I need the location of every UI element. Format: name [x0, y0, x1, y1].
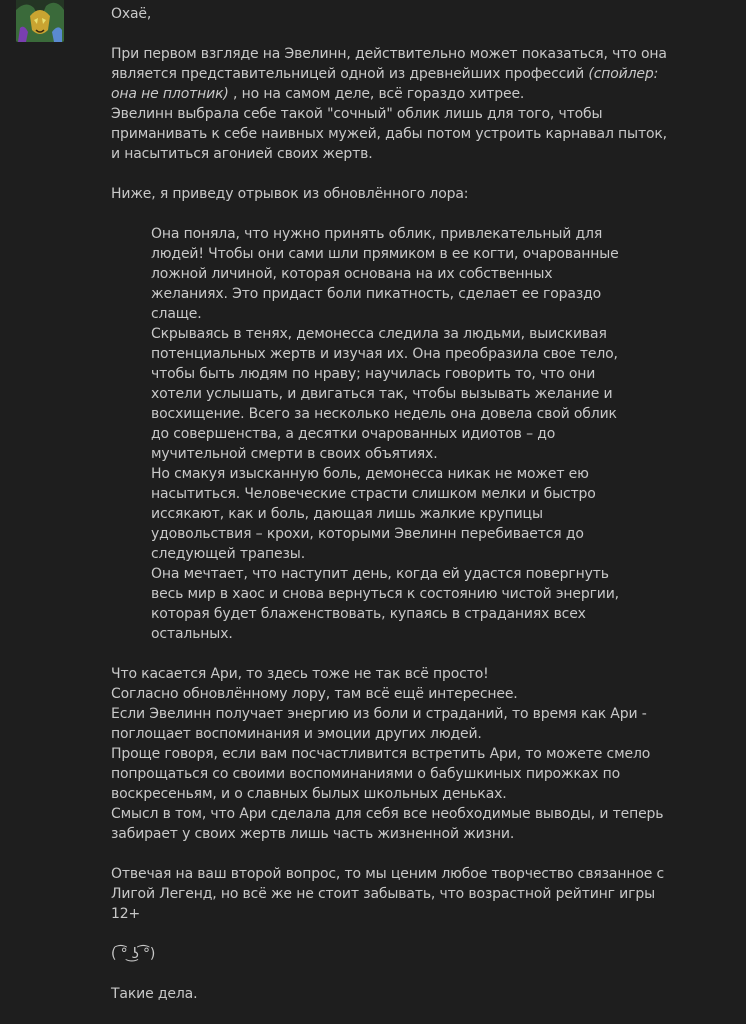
text-line: Если Эвелинн получает энергию из боли и страданий, то время как Ари -: [111, 706, 647, 722]
quote-line: удовольствия – крохи, которыми Эвелинн перебивается до: [151, 526, 584, 542]
spoiler-text: она не плотник): [111, 86, 229, 102]
quote-line: ложной личиной, которая основана на их собственных: [151, 266, 553, 282]
avatar-image: [16, 0, 64, 42]
text-line: и насытиться агонией своих жертв.: [111, 146, 373, 162]
text-line: приманивать к себе наивных мужей, дабы потом устроить карнавал пыток,: [111, 126, 667, 142]
text-line: Эвелинн выбрала себе такой "сочный" облик лишь для того, чтобы: [111, 106, 603, 122]
text-line: воскресеньям, и о славных былых школьных деньках.: [111, 786, 507, 802]
spoiler-text: (спойлер:: [588, 66, 659, 82]
text-line: Что касается Ари, то здесь тоже не так всё просто!: [111, 666, 489, 682]
text-line: поглощает воспоминания и эмоции других людей.: [111, 726, 482, 742]
quote-line: Скрываясь в тенях, демонесса следила за людьми, выискивая: [151, 326, 607, 342]
quote-line: мучительной смерти в своих объятиях.: [151, 446, 438, 462]
ahri-paragraph: [111, 664, 736, 844]
quote-line: до совершенства, а десятки очарованных идиотов – до: [151, 426, 556, 442]
forum-post-body: [111, 4, 736, 1024]
quote-line: насытиться. Человеческие страсти слишком мелки и быстро: [151, 486, 596, 502]
quote-line: Она поняла, что нужно принять облик, привлекательный для: [151, 226, 603, 242]
text-line: Смысл в том, что Ари сделала для себя все необходимые выводы, и теперь: [111, 806, 664, 822]
text-span: , но на самом деле, всё гораздо хитрее.: [228, 86, 525, 102]
quote-line: иссякают, как и боль, дающая лишь жалкие крупицы: [151, 506, 543, 522]
quote-line: восхищение. Всего за несколько недель она довела свой облик: [151, 406, 617, 422]
text-line: 12+: [111, 906, 141, 922]
text-line: Согласно обновлённому лору, там всё ещё интереснее.: [111, 686, 518, 702]
quote-line: слаще.: [151, 306, 202, 322]
lore-quote: [151, 224, 736, 644]
text-span: является представительницей одной из древнейших профессий: [111, 66, 585, 82]
text-line: При первом взгляде на Эвелинн, действительно может показаться, что она: [111, 46, 667, 62]
quote-line: остальных.: [151, 626, 233, 642]
answer-paragraph: [111, 864, 736, 924]
text-line: Проще говоря, если вам посчастливится встретить Ари, то можете смело: [111, 746, 651, 762]
quote-line: Она мечтает, что наступит день, когда ей удастся повергнуть: [151, 566, 609, 582]
intro-paragraph: [111, 44, 736, 164]
text-line: забирает у своих жертв лишь часть жизненной жизни.: [111, 826, 515, 842]
quote-line: которая будет блаженствовать, купаясь в страданиях всех: [151, 606, 586, 622]
text-line: Лигой Легенд, но всё же не стоит забывать, что возрастной рейтинг игры: [111, 886, 655, 902]
quote-line: Но смакуя изысканную боль, демонесса никак не может ею: [151, 466, 589, 482]
text-line: [111, 84, 736, 104]
quote-line: весь мир в хаос и снова вернуться к состоянию чистой энергии,: [151, 586, 619, 602]
quote-line: следующей трапезы.: [151, 546, 305, 562]
lore-intro: Ниже, я приведу отрывок из обновлённого лора:: [111, 186, 469, 202]
author-avatar[interactable]: [16, 0, 64, 42]
quote-line: людей! Чтобы они сами шли прямиком в ее когти, очарованные: [151, 246, 619, 262]
lenny-face: ( ͡° ͜ʖ ͡°): [111, 946, 156, 962]
text-line: попрощаться со своими воспоминаниями о бабушкиных пирожках по: [111, 766, 621, 782]
text-line: [111, 64, 736, 84]
quote-line: потенциальных жертв и изучая их. Она преобразила свое тело,: [151, 346, 618, 362]
closing-line: Такие дела.: [111, 986, 198, 1002]
text-line: Отвечая на ваш второй вопрос, то мы ценим любое творчество связанное с: [111, 866, 665, 882]
quote-line: чтобы быть людям по нраву; научилась говорить то, что они: [151, 366, 596, 382]
quote-line: желаниях. Это придаст боли пикатность, сделает ее гораздо: [151, 286, 602, 302]
quote-line: хотели услышать, и двигаться так, чтобы вызывать желание и: [151, 386, 613, 402]
greeting: Охаё,: [111, 6, 152, 22]
